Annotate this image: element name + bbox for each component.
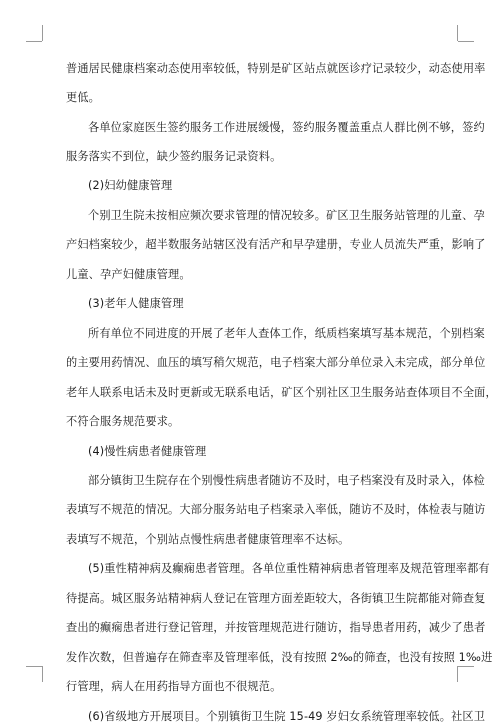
text-line: (5)重性精神病及癫痫患者管理。各单位重性精神病患者管理率及规范管理率都有 bbox=[88, 562, 490, 575]
text-line: 儿童、孕产妇健康管理。 bbox=[66, 268, 191, 281]
text-line: 个别卫生院未按相应频次要求管理的情况较多。矿区卫生服务站管理的儿童、孕 bbox=[88, 209, 485, 222]
text-line: 各单位家庭医生签约服务工作进展缓慢，签约服务覆盖重点人群比例不够，签约 bbox=[88, 121, 485, 134]
crop-mark-top-left-h bbox=[26, 41, 42, 42]
crop-mark-top-left-v bbox=[42, 25, 43, 41]
text-line: 老年人联系电话未及时更新或无联系电话，矿区个别社区卫生服务站查体项目不全面， bbox=[66, 386, 497, 399]
text-line: (3)老年人健康管理 bbox=[88, 297, 184, 310]
text-line: 服务落实不到位，缺少签约服务记录资料。 bbox=[66, 150, 282, 163]
crop-mark-bottom-left-h bbox=[26, 666, 42, 667]
crop-mark-bottom-left-v bbox=[42, 666, 43, 682]
crop-mark-top-right-h bbox=[458, 41, 474, 42]
text-line: (4)慢性病患者健康管理 bbox=[88, 445, 207, 458]
text-line: 不符合服务规范要求。 bbox=[66, 415, 180, 428]
text-line: (6)省级地方开展项目。个别镇街卫生院 15-49 岁妇女系统管理率较低。社区卫 bbox=[88, 710, 486, 723]
text-line: 部分镇街卫生院存在个别慢性病患者随访不及时，电子档案没有及时录入，体检 bbox=[88, 474, 485, 487]
text-line: 表填写不规范，个别站点慢性病患者健康管理率不达标。 bbox=[66, 533, 350, 546]
text-line: 普通居民健康档案动态使用率较低，特别是矿区站点就医诊疗记录较少，动态使用率 bbox=[66, 62, 486, 75]
text-line: 发作次数，但普遍存在筛查率及管理率低，没有按照 2‰的筛查，也没有按照 1‰进 bbox=[66, 651, 493, 664]
text-line: 查出的癫痫患者进行登记管理，并按管理规范进行随访，指导患者用药，减少了患者 bbox=[66, 621, 486, 634]
text-line: 所有单位不同进度的开展了老年人查体工作，纸质档案填写基本规范，个别档案 bbox=[88, 327, 485, 340]
text-line: 待提高。城区服务站精神病人登记在管理方面差距较大，各街镇卫生院都能对筛查复 bbox=[66, 592, 486, 605]
text-line: 的主要用药情况、血压的填写稍欠规范，电子档案大部分单位录入未完成，部分单位 bbox=[66, 356, 486, 369]
text-line: (2)妇幼健康管理 bbox=[88, 179, 173, 192]
crop-mark-bottom-right-h bbox=[458, 666, 474, 667]
crop-mark-top-right-v bbox=[457, 25, 458, 41]
text-line: 产妇档案较少，超半数服务站辖区没有活产和早孕建册，专业人员流失严重，影响了 bbox=[66, 238, 486, 251]
text-line: 行管理，病人在用药指导方面也不很规范。 bbox=[66, 680, 282, 693]
text-line: 更低。 bbox=[66, 91, 101, 104]
crop-mark-bottom-right-v bbox=[457, 666, 458, 682]
text-line: 表填写不规范的情况。大部分服务站电子档案录入率低，随访不及时，体检表与随访 bbox=[66, 503, 486, 516]
